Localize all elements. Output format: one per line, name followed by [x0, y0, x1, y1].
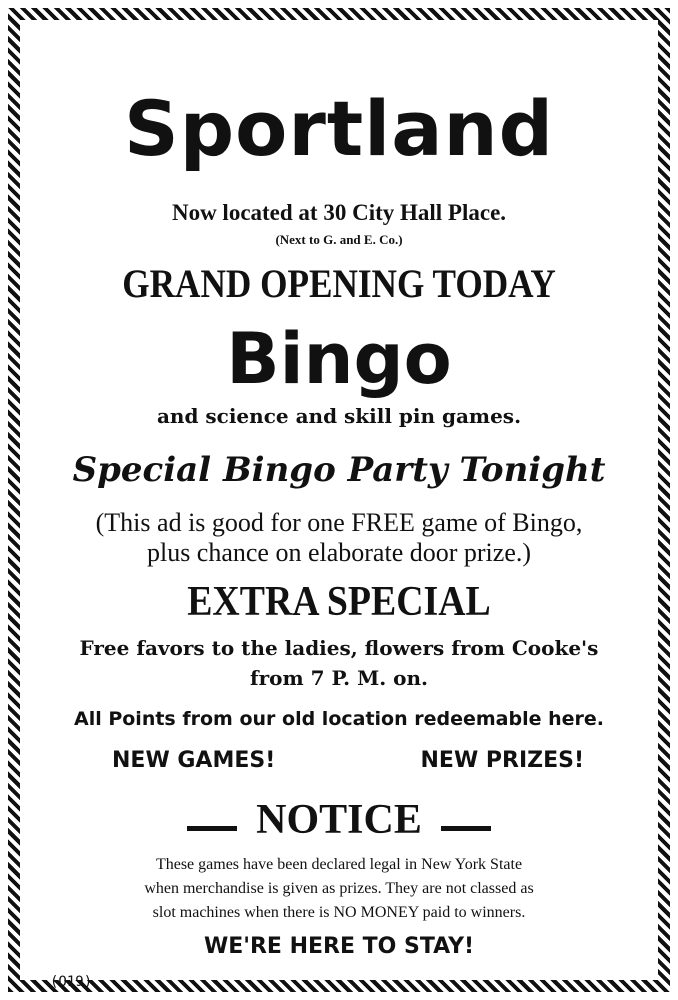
- notice-text-line-1: These games have been declared legal in New York State: [155, 856, 523, 873]
- notice-rule-right: [441, 826, 491, 831]
- notice-text-line-3: slot machines when there is NO MONEY paid to winners.: [152, 904, 526, 921]
- notice-text-line-2: when merchandise is given as prizes. They are not classed as: [144, 880, 534, 897]
- notice-rule-left: [187, 826, 237, 831]
- advertisement-border: [8, 8, 670, 992]
- notice-heading-row: [32, 796, 646, 844]
- new-prizes-label: NEW PRIZES!: [420, 748, 584, 773]
- free-game-line-1: (This ad is good for one FREE game of Bingo,: [95, 508, 583, 537]
- extra-special-heading: EXTRA SPECIAL: [187, 579, 491, 625]
- new-games-label: NEW GAMES!: [112, 748, 276, 773]
- location-line: Now located at 30 City Hall Place.: [171, 200, 507, 225]
- headline: Sportland: [123, 84, 554, 173]
- favors-line-1: Free favors to the ladies, flowers from Cooke's: [79, 636, 599, 660]
- free-game-line-2: plus chance on elaborate door prize.): [146, 538, 532, 567]
- party-heading: Special Bingo Party Tonight: [72, 450, 606, 490]
- closing-line: WE'RE HERE TO STAY!: [203, 934, 475, 959]
- bingo-heading: Bingo: [226, 318, 452, 400]
- location-subline: (Next to G. and E. Co.): [275, 232, 403, 247]
- grand-opening-heading: GRAND OPENING TODAY: [122, 261, 556, 306]
- favors-line-2: from 7 P. M. on.: [249, 666, 429, 690]
- ad-code: (O19): [50, 974, 93, 990]
- pin-games-line: and science and skill pin games.: [156, 404, 522, 428]
- points-line: All Points from our old location redeemable here.: [73, 708, 604, 730]
- notice-heading: NOTICE: [256, 797, 422, 843]
- advertisement-body: [32, 32, 646, 990]
